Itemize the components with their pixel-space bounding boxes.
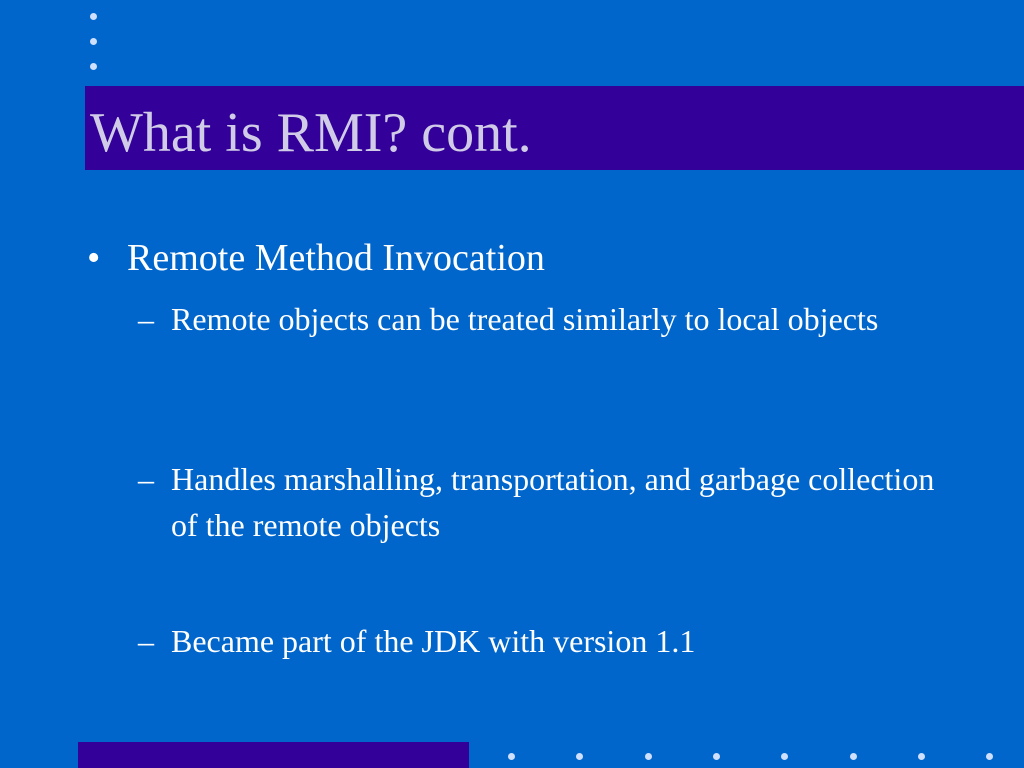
sub-bullet-item bbox=[138, 456, 958, 548]
bullet-item bbox=[87, 232, 545, 284]
sub-bullet-item bbox=[138, 296, 958, 342]
decorative-dot bbox=[508, 753, 515, 760]
decorative-dot bbox=[713, 753, 720, 760]
decorative-dot bbox=[918, 753, 925, 760]
bullet-marker: • bbox=[87, 237, 101, 279]
decorative-dot bbox=[781, 753, 788, 760]
sub-bullet-text: Remote objects can be treated similarly to local objects bbox=[171, 301, 879, 337]
sub-bullet-marker: – bbox=[138, 623, 154, 659]
sub-bullet-marker: – bbox=[138, 461, 154, 497]
slide-title: What is RMI? cont. bbox=[90, 102, 532, 164]
sub-bullet-marker: – bbox=[138, 301, 154, 337]
decorative-dot bbox=[850, 753, 857, 760]
decorative-dot bbox=[986, 753, 993, 760]
decorative-dot bbox=[576, 753, 583, 760]
bullet-text: Remote Method Invocation bbox=[127, 237, 545, 279]
sub-bullet-item bbox=[138, 618, 958, 664]
sub-bullet-text: Became part of the JDK with version 1.1 bbox=[171, 623, 696, 659]
bottom-bar bbox=[78, 742, 469, 768]
decorative-dot bbox=[645, 753, 652, 760]
sub-bullet-text: Handles marshalling, transportation, and garbage collection of the remote objects bbox=[171, 461, 935, 543]
